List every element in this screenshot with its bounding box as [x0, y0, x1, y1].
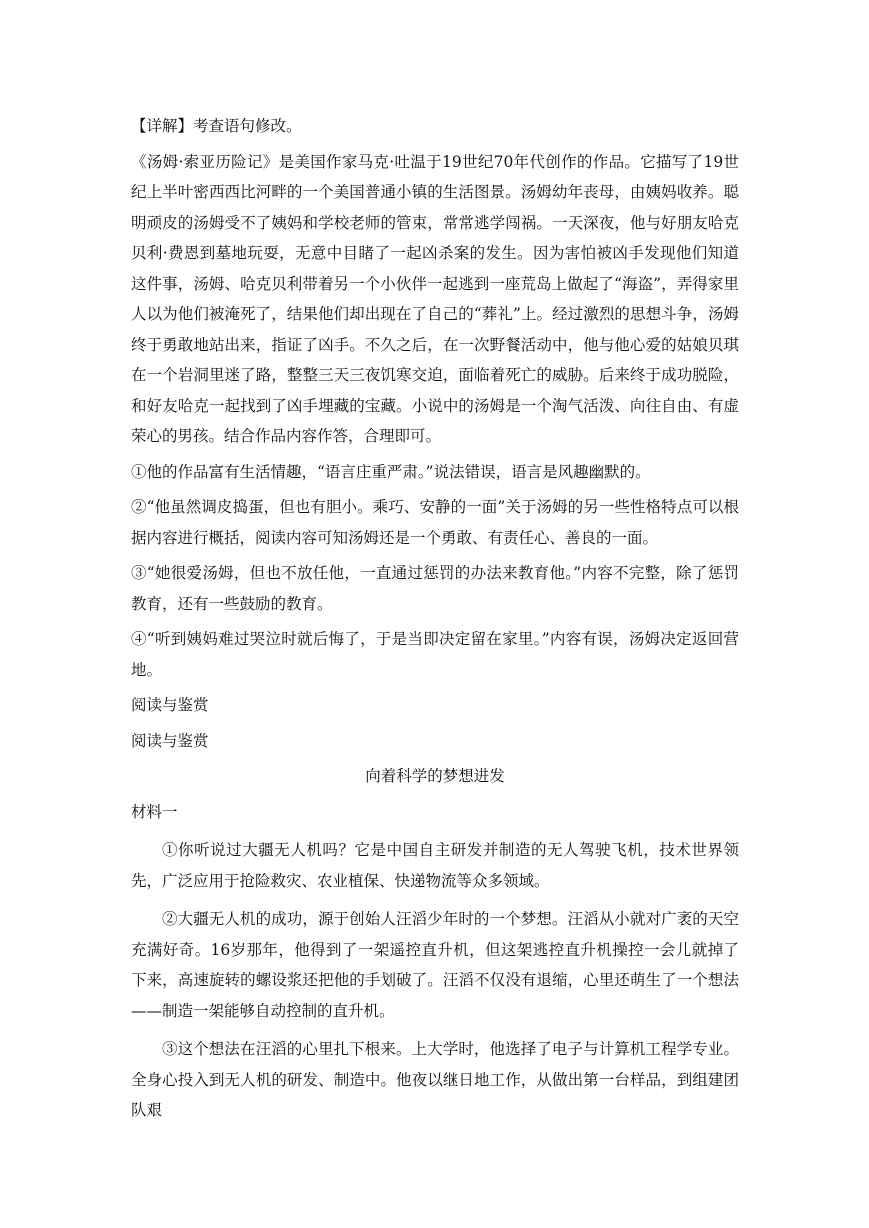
article-paragraph-1: ①你听说过大疆无人机吗？它是中国自主研发并制造的无人驾驶飞机，技术世界领先，广泛应用于抢险救灾、农业植保、快递物流等众多领域。	[131, 841, 739, 890]
article-paragraph-2: ②大疆无人机的成功，源于创始人汪滔少年时的一个梦想。汪滔从小就对广袤的天空充满好奇。16岁那年，他得到了一架遥控直升机，但这架逃控直升机操控一会儿就掉了下来，高速旋转的螺设浆还把他的手划破了。汪滔不仅没有退缩，心里还萌生了一个想法——制造一架能够自动控制的直升机。	[131, 910, 739, 1020]
article-title: 向着科学的梦想进发	[365, 767, 505, 785]
article-paragraph-3: ③这个想法在汪滔的心里扎下根来。上大学时，他选择了电子与计算机工程学专业。全身心投入到无人机的研发、制造中。他夜以继日地工作，从做出第一台样品，到组建团队艰	[131, 1040, 739, 1119]
detail-heading: 【详解】考查语句修改。	[131, 117, 302, 135]
section-label: 阅读与鉴赏	[131, 696, 209, 714]
analysis-point-4: ④“听到姨妈难过哭泣时就后悔了，于是当即决定留在家里。”内容有误，汤姆决定返回营地。	[131, 630, 739, 679]
material-label: 材料一	[131, 802, 178, 821]
novel-summary-paragraph: 《汤姆·索亚历险记》是美国作家马克·吐温于19世纪70年代创作的作品。它描写了19世纪上半叶密西西比河畔的一个美国普通小镇的生活图景。汤姆幼年丧母，由姨妈收养。聪明顽皮的汤姆受不了姨妈和学校老师的管束，常常逃学闯祸。一天深夜，他与好朋友哈克贝利·费恩到墓地玩耍，无意中目睹了一起凶杀案的发生。因为害怕被凶手发现他们知道这件事，汤姆、哈克贝利带着另一个小伙伴一起逃到一座荒岛上做起了“海盗”，弄得家里人以为他们被淹死了，结果他们却出现在了自己的“葬礼”上。经过激烈的思想斗争，汤姆终于勇敢地站出来，指证了凶手。不久之后，在一次野餐活动中，他与他心爱的姑娘贝琪在一个岩洞里迷了路，整整三天三夜饥寒交迫，面临着死亡的威胁。后来终于成功脱险，和好友哈克一起找到了凶手埋藏的宝藏。小说中的汤姆是一个淘气活泼、向往自由、有虚荣心的男孩。结合作品内容作答，合理即可。	[131, 152, 739, 445]
section-label: 阅读与鉴赏	[131, 731, 209, 750]
document-body	[131, 111, 739, 1126]
analysis-point-3: ③“她很爱汤姆，但也不放任他，一直通过惩罚的办法来教育他。”内容不完整，除了惩罚教育，还有一些鼓励的教育。	[131, 564, 739, 613]
analysis-point-2: ②“他虽然调皮捣蛋，但也有胆小。乘巧、安静的一面”关于汤姆的另一些性格特点可以根据内容进行概括，阅读内容可知汤姆还是一个勇敢、有责任心、善良的一面。	[131, 498, 739, 547]
analysis-point-1: ①他的作品富有生活情趣，“语言庄重严肃。”说法错误，语言是风趣幽默的。	[131, 462, 651, 481]
